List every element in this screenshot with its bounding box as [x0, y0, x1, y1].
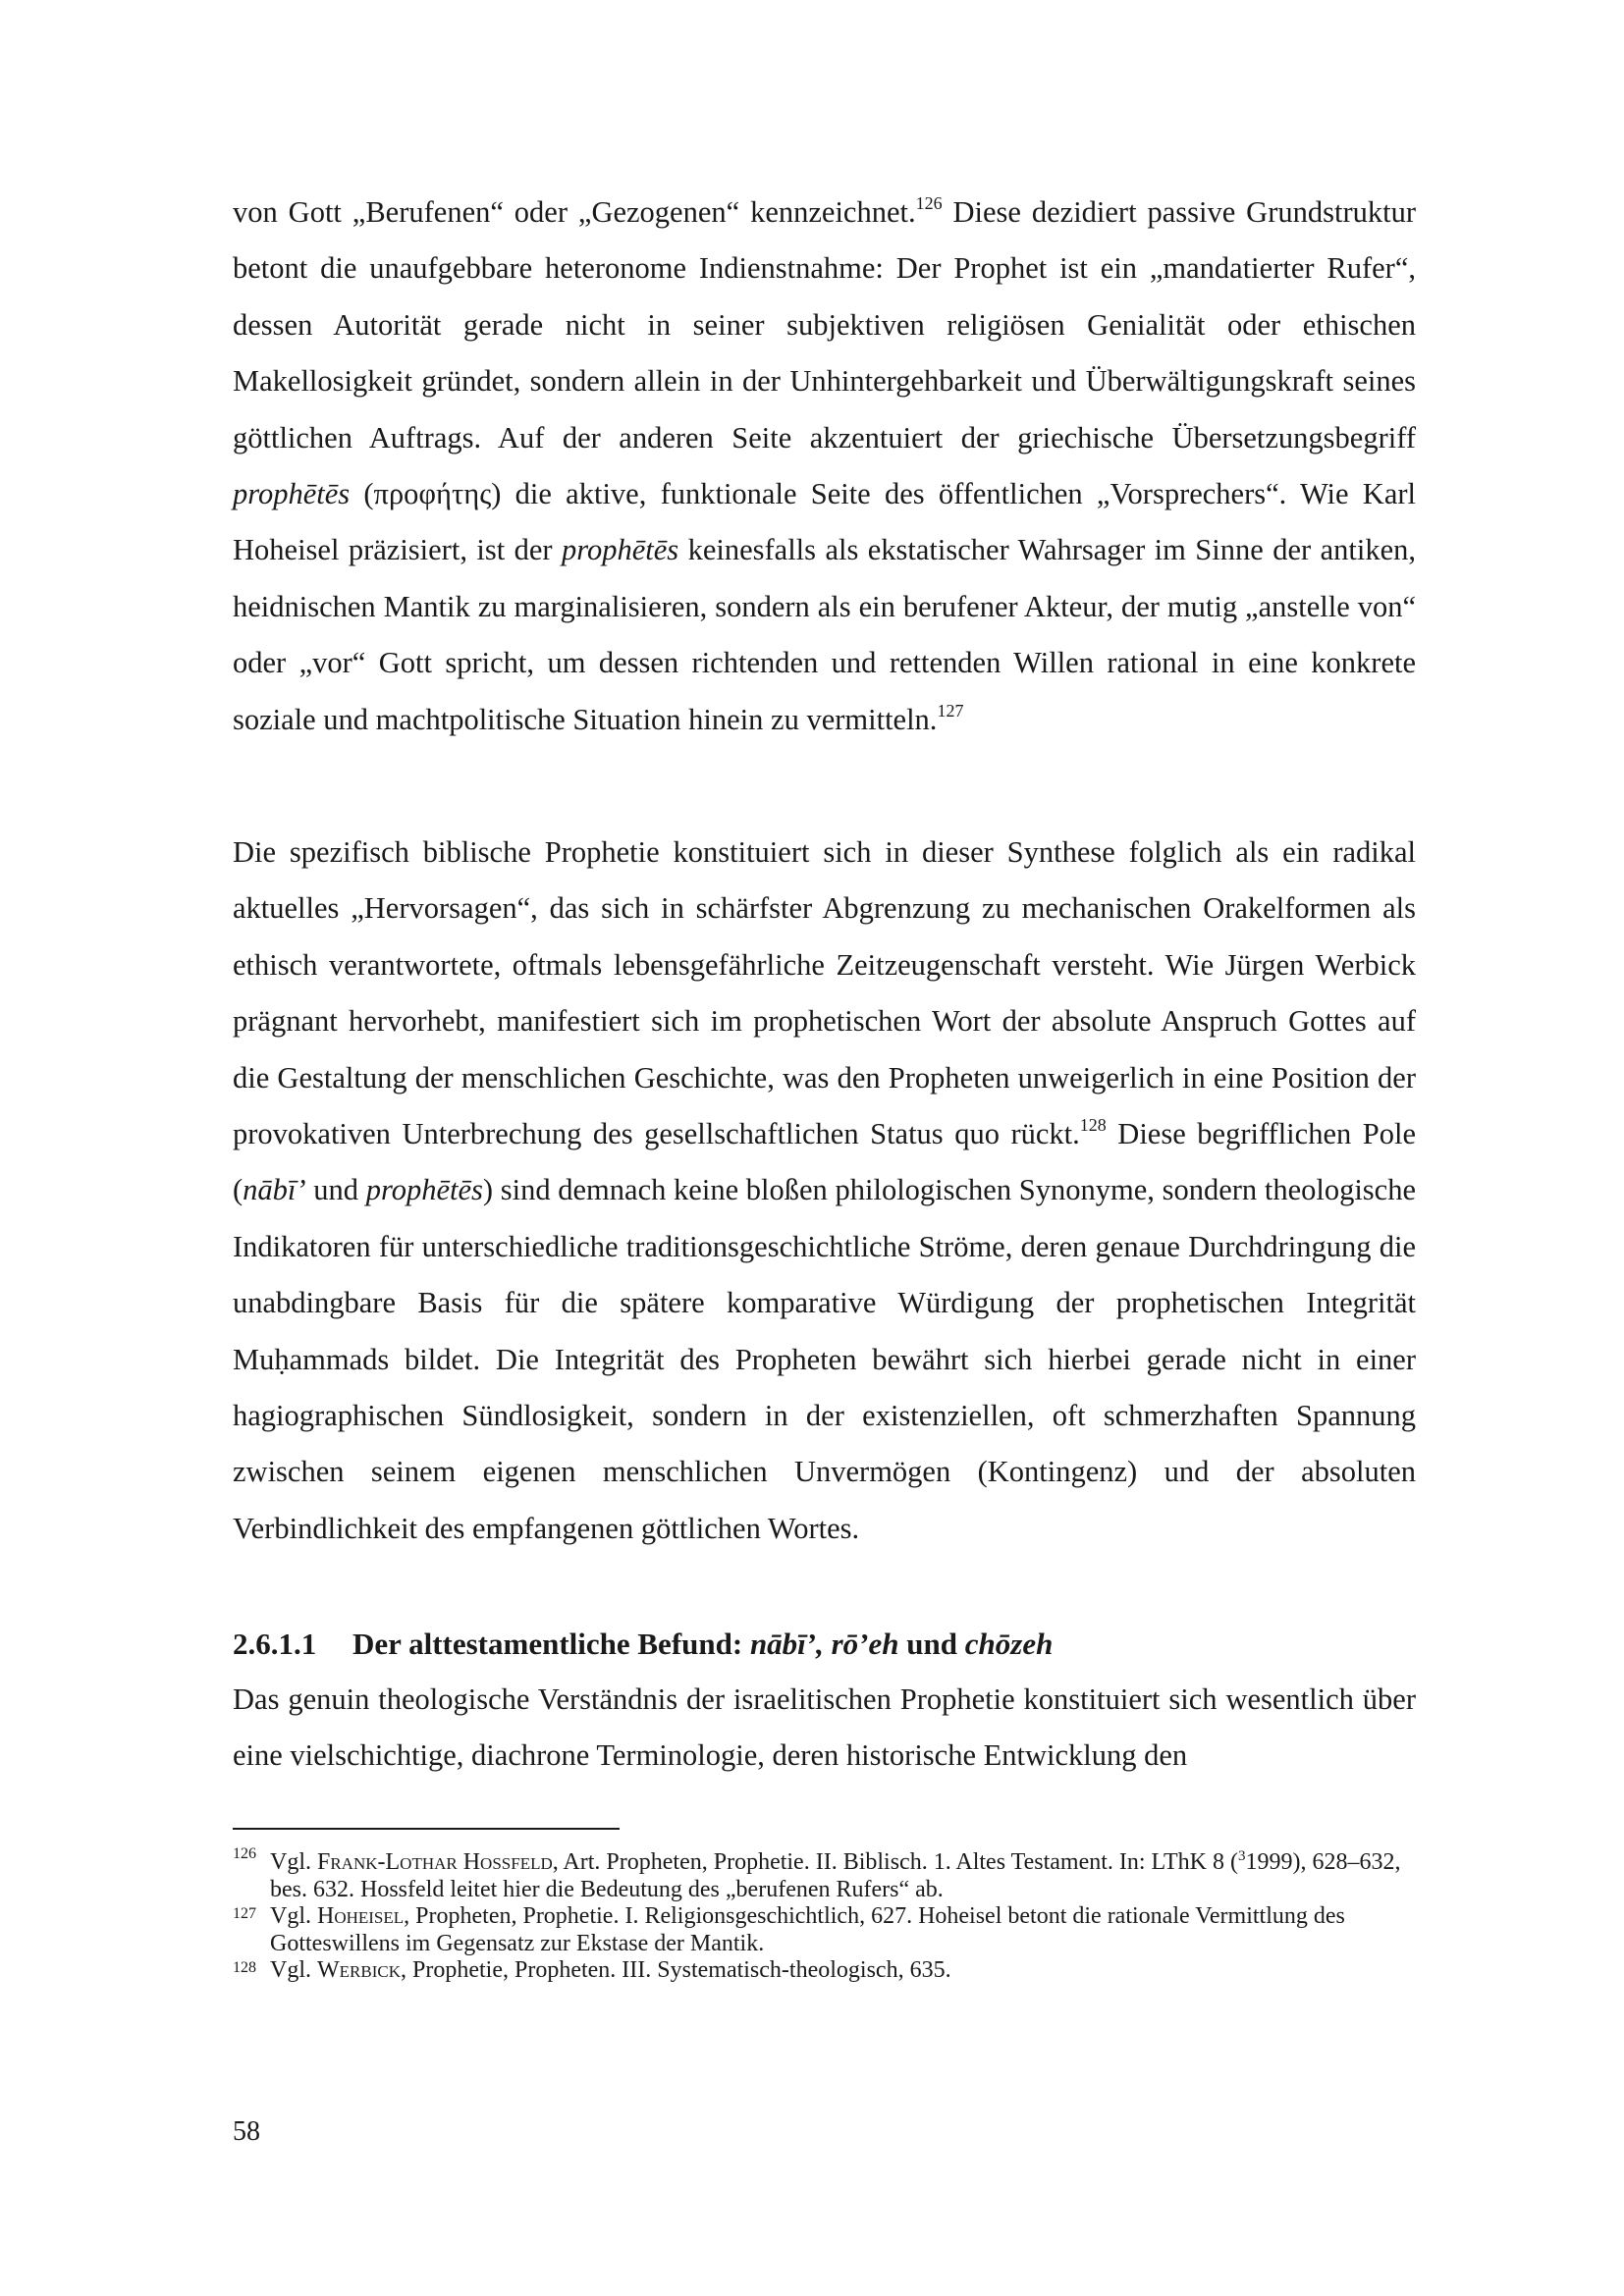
footnote-text: Vgl. [270, 1849, 317, 1875]
footnote-author: Werbick [317, 1957, 401, 1983]
paragraph-3 [233, 1672, 1416, 1785]
paragraph-2-text: ) sind demnach keine bloßen philologischen Synonyme, sondern theologische Indikatoren für unterschiedliche traditionsgeschichtliche Ströme, deren genaue Durchdringung die unabdingbare Basis für die spätere komparative Würdigung der prophetischen Integrität Muḥammads bildet. Die Integrität des Propheten bewährt sich hierbei gerade nicht in einer hagiographischen Sündlosigkeit, sondern in der existenziellen, oft schmerzhaften Spannung zwischen seinem eigenen menschlichen Unvermögen (Kontingenz) und der absoluten Verbindlichkeit des empfangenen göttlichen Wortes. [233, 1173, 1417, 1545]
term-prophetes: prophētēs [365, 1173, 483, 1207]
footnote-separator [233, 1828, 620, 1830]
footnote-author: Frank-Lothar Hossfeld [317, 1849, 553, 1875]
footnote-127 [233, 1903, 1416, 1957]
paragraph-3-text: Das genuin theologische Verständnis der israelitischen Prophetie konstituiert sich wesentlich über eine vielschichtige, diachrone Terminologie, deren historische Entwicklung den [233, 1682, 1416, 1773]
footnote-128 [233, 1957, 1416, 1985]
section-title-term: nābī’, rō’eh [749, 1627, 899, 1661]
paragraph-1-text: (προφήτης) die aktive, funktionale Seite des öffentlichen „Vorsprechers“. Wie Karl Hoheisel präzisiert, ist der [233, 477, 1416, 567]
paragraph-1 [233, 185, 1416, 748]
paragraph-2-text: Diese begrifflichen Pole ( [233, 1117, 1416, 1207]
term-prophetes: prophētēs [562, 533, 679, 567]
paragraph-2-text: Die spezifisch biblische Prophetie konstituiert sich in dieser Synthese folglich als ein radikal aktuelles „Hervorsagen“, das sich in schärfster Abgrenzung zu mechanischen Orakelformen als ethisch verantwortete, oftmals lebensgefährliche Zeitzeugenschaft versteht. Wie Jürgen Werbick prägnant hervorhebt, manifestiert sich im prophetischen Wort der absolute Anspruch Gottes auf die Gestaltung der menschlichen Geschichte, was den Propheten unweigerlich in eine Position der provokativen Unterbrechung des gesellschaftlichen Status quo rückt. [233, 835, 1416, 1151]
footnote-126 [233, 1843, 1416, 1903]
footnote-text: , Art. Propheten, Prophetie. II. Biblisch. 1. Altes Testament. In: LThK 8 ( [552, 1849, 1238, 1875]
section-number: 2.6.1.1 [233, 1627, 317, 1661]
section-title: Der alttestamentliche Befund: [352, 1627, 750, 1661]
footnote-ref-127[interactable]: 127 [937, 700, 964, 721]
footnote-edition: 3 [1238, 1848, 1246, 1864]
footnote-text: Vgl. [270, 1903, 317, 1929]
section-title: und [898, 1627, 965, 1661]
footnote-number: 126 [233, 1845, 256, 1862]
footnote-author: Hoheisel [317, 1903, 405, 1929]
section-title-term: chōzeh [964, 1627, 1054, 1661]
term-prophetes: prophētēs [233, 477, 351, 511]
paragraph-2 [233, 825, 1416, 1557]
term-nabi: nābī’ [243, 1173, 306, 1207]
footnote-ref-126[interactable]: 126 [915, 192, 943, 213]
footnote-number: 127 [233, 1905, 256, 1922]
section-heading [233, 1616, 1416, 1672]
paragraph-1-text: Diese dezidiert passive Grundstruktur betont die unaufgebbare heteronome Indienstnahme: Der Prophet ist ein „mandatierter Rufer“, dessen Autorität gerade nicht in seiner subjektiven religiösen Genialität oder ethischen Makellosigkeit gründet, sondern allein in der Unhintergehbarkeit und Überwältigungskraft seines göttlichen Auftrags. Auf der anderen Seite akzentuiert der griechische Übersetzungsbegriff [233, 195, 1416, 454]
footnote-ref-128[interactable]: 128 [1079, 1114, 1107, 1135]
footnote-text: , Prophetie, Propheten. III. Systematisch-theologisch, 635. [401, 1957, 951, 1983]
footnote-number: 128 [233, 1959, 256, 1976]
paragraph-1-text: von Gott „Berufenen“ oder „Gezogenen“ kennzeichnet. [233, 195, 916, 229]
footnote-text: , Propheten, Prophetie. I. Religionsgeschichtlich, 627. Hoheisel betont die rationale Vermittlung des Gotteswillens im Gegensatz zur Ekstase der Mantik. [270, 1903, 1345, 1956]
footnote-text: 1999), 628–632, bes. 632. Hossfeld leitet hier die Bedeutung des „berufenen Rufers“ ab. [270, 1849, 1401, 1902]
paragraph-2-text: und [305, 1173, 366, 1207]
page-number: 58 [233, 2116, 260, 2147]
footnotes [233, 1843, 1416, 1985]
footnote-text: Vgl. [270, 1957, 317, 1983]
paragraph-1-text: keinesfalls als ekstatischer Wahrsager im Sinne der antiken, heidnischen Mantik zu marginalisieren, sondern als ein berufener Akteur, der mutig „anstelle von“ oder „vor“ Gott spricht, um dessen richtenden und rettenden Willen rational in eine konkrete soziale und machtpolitische Situation hinein zu vermitteln. [233, 533, 1416, 736]
